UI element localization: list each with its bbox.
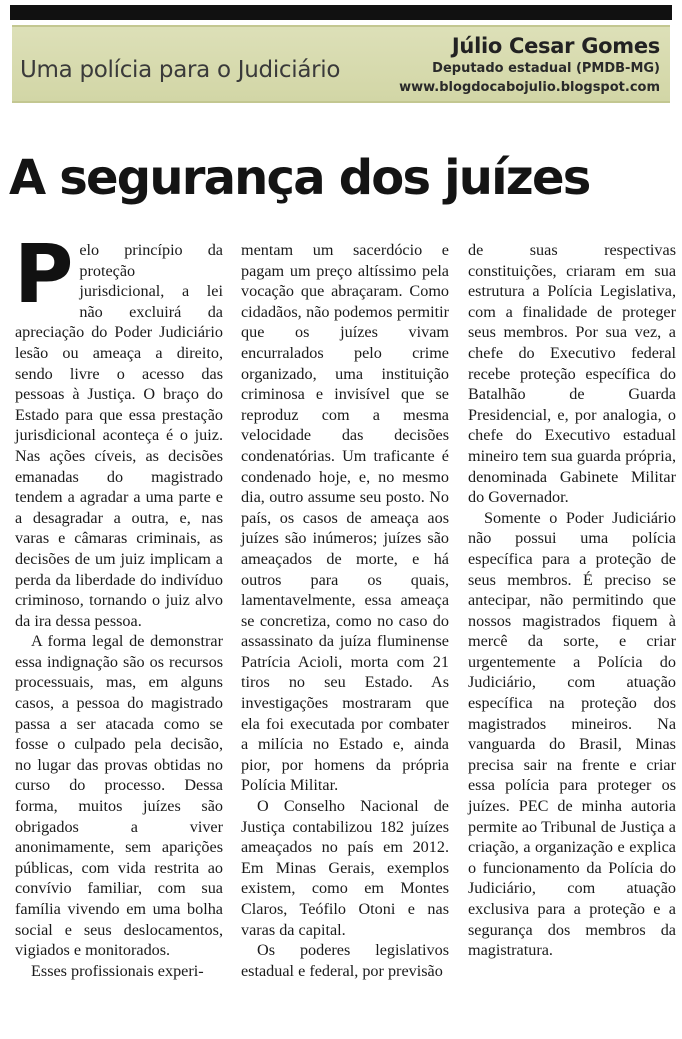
column-title: Uma polícia para o Judiciário [20,57,341,83]
paragraph: O Conselho Nacional de Justiça contabilizou 182 juízes ameaçados no país em 2012. Em Minas Gerais, exemplos existem, como em Montes Claros, Teófilo Otoni e nas varas da capital. [241,797,449,939]
author-blog-link[interactable]: www.blogdocabojulio.blogspot.com [399,80,660,95]
column-header [12,25,670,103]
paragraph [14,228,223,631]
paragraph: Os poderes legislativos estadual e federal, por previsão [241,941,449,980]
paragraph: Esses profissionais experi- [31,961,204,980]
paragraph: Somente o Poder Judiciário não possui uma polícia específica para a proteção de seus membros. É preciso se antecipar, não permitindo que nossos magistrados fiquem à mercê da sorte, e criar urgentemente a Polícia do Judiciário, com atuação específica na proteção dos magistrados mineiros. Na vanguarda do Brasil, Minas precisa sair na frente e criar essa polícia para proteger os juízes. PEC de minha autoria permite ao Tribunal de Justiça a criação, a organização e explica o funcionamento da Polícia do Judiciário, com atuação exclusiva para a proteção e a segurança dos membros da magistratura. [468,508,676,960]
author-block [399,33,660,97]
article-column-2 [241,240,449,981]
paragraph: mentam um sacerdócio e pagam um preço altíssimo pela vocação que abraçaram. Como cidadãos, não podemos permitir que os juízes vivam encurralados pelo crime organizado, uma instituição criminosa e invisível que se reproduz com a mesma velocidade das decisões condenatórias. Um traficante é condenado hoje, e, no mesmo dia, outro assume seu posto. No país, os casos de ameaça aos juízes são inúmeros; juízes são ameaçados de morte, e há outros para os quais, lamentavelmente, essa ameaça se concretiza, como no caso do assassinato da juíza fluminense Patrícia Acioli, morta com 21 tiros no seu Estado. As investigações mostraram que ela foi executada por combater a milícia no Estado e, ainda pior, por homens da própria Polícia Militar. [241,241,449,795]
author-name: Júlio Cesar Gomes [451,34,660,58]
author-role: Deputado estadual (PMDB-MG) [432,61,660,76]
drop-cap: P [14,228,74,322]
article-column-3 [468,240,676,961]
paragraph: A forma legal de demonstrar essa indignação são os recursos processuais, mas, em alguns casos, a pessoa do magistrado passa a ser atacada como se fosse o culpado pela decisão, no lugar das provas obtidas no curso do processo. Dessa forma, muitos juízes são obrigados a viver anonimamente, sem aparições públicas, com vida restrita ao convívio familiar, com sua família vivendo em uma bolha social e seus deslocamentos, vigiados e monitorados. [15,632,223,960]
paragraph: de suas respectivas constituições, criaram em sua estrutura a Polícia Legislativa, com a finalidade de proteger seus membros. Por sua vez, a chefe do Executivo federal recebe proteção específica do Batalhão de Guarda Presidencial, e, por analogia, o chefe do Executivo estadual mineiro tem sua guarda própria, denominada Gabinete Militar do Governador. [468,241,676,507]
article-headline: A segurança dos juízes [9,150,590,206]
paragraph-text: elo princípio da proteção jurisdicional, a lei não excluirá da apreciação do Poder Judiciário lesão ou ameaça a direito, sendo livre o acesso das pessoas à Justiça. O braço do Estado para que essa prestação jurisdicional aconteça é o juiz. Nas ações cíveis, as decisões emanadas do magistrado tendem a agradar a uma parte e a desagradar a outra, e, nas varas e câmaras criminais, as decisões de um juiz implicam a perda da liberdade do indivíduo criminoso, tornando o juiz alvo da ira dessa pessoa. [15,241,223,630]
article-column-1 [14,228,223,981]
top-black-rule [10,5,672,20]
